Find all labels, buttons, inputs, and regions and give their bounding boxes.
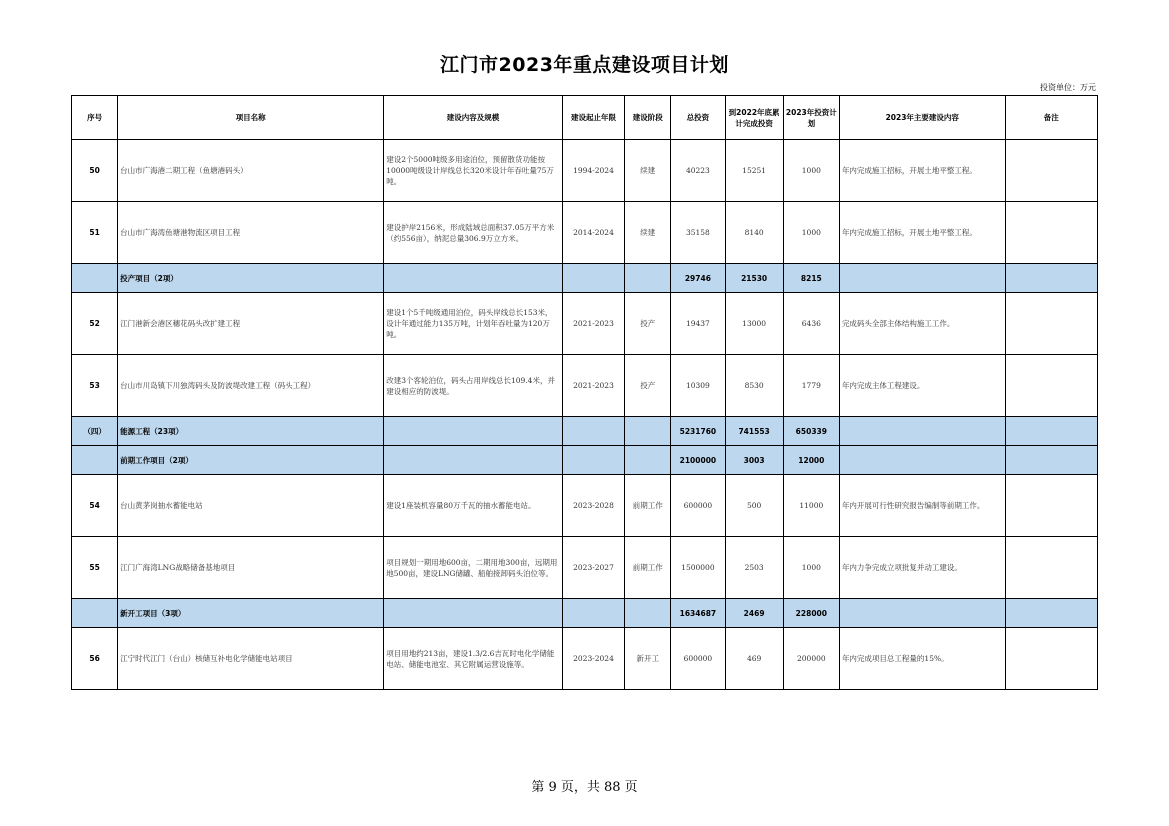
- empty-cell: [839, 264, 1005, 293]
- empty-cell: [839, 417, 1005, 446]
- empty-cell: [625, 446, 671, 475]
- project-name: 台山市广海港二期工程（鱼塘港码头）: [118, 140, 384, 202]
- page-title: 江门市2023年重点建设项目计划: [440, 54, 729, 76]
- project-row: [72, 140, 1098, 202]
- subtotal-row: [72, 417, 1098, 446]
- project-main-2023: 年内完成施工招标，开展土地平整工程。: [839, 202, 1005, 264]
- project-plan-table: [71, 95, 1098, 690]
- subtotal-total: 1634687: [671, 599, 725, 628]
- project-stage: 前期工作: [625, 475, 671, 537]
- project-main-2023: 年内力争完成立项批复并动工建设。: [839, 537, 1005, 599]
- header-seq: 序号: [72, 96, 118, 140]
- project-done: 15251: [725, 140, 783, 202]
- project-plan-2023: 200000: [783, 628, 839, 690]
- project-stage: 新开工: [625, 628, 671, 690]
- project-done: 500: [725, 475, 783, 537]
- subtotal-total: 29746: [671, 264, 725, 293]
- empty-cell: [562, 264, 624, 293]
- empty-cell: [625, 599, 671, 628]
- project-content: 项目规划一期用地600亩，二期用地300亩，远期用地500亩，建设LNG储罐、船舶接卸码头泊位等。: [384, 537, 563, 599]
- empty-cell: [839, 599, 1005, 628]
- subtotal-row: [72, 446, 1098, 475]
- subtotal-row: [72, 599, 1098, 628]
- project-row: [72, 475, 1098, 537]
- project-plan-2023: 1000: [783, 202, 839, 264]
- header-total: 总投资: [671, 96, 725, 140]
- subtotal-done: 2469: [725, 599, 783, 628]
- empty-cell: [1005, 446, 1097, 475]
- project-total: 40223: [671, 140, 725, 202]
- project-remark: [1005, 537, 1097, 599]
- empty-cell: [1005, 599, 1097, 628]
- project-content: 建设1座装机容量80万千瓦的抽水蓄能电站。: [384, 475, 563, 537]
- project-name: 江宁时代江门（台山）核储互补电化学储能电站项目: [118, 628, 384, 690]
- project-seq: 51: [72, 202, 118, 264]
- project-main-2023: 完成码头全部主体结构施工工作。: [839, 293, 1005, 355]
- subtotal-done: 741553: [725, 417, 783, 446]
- project-plan-2023: 6436: [783, 293, 839, 355]
- table-header-row: [72, 96, 1098, 140]
- empty-cell: [562, 599, 624, 628]
- project-name: 江门港新会港区穗花码头改扩建工程: [118, 293, 384, 355]
- header-period: 建设起止年限: [562, 96, 624, 140]
- project-stage: 续建: [625, 202, 671, 264]
- project-remark: [1005, 140, 1097, 202]
- project-period: 1994-2024: [562, 140, 624, 202]
- project-row: [72, 628, 1098, 690]
- subtotal-plan: 12000: [783, 446, 839, 475]
- project-main-2023: 年内完成施工招标，开展土地平整工程。: [839, 140, 1005, 202]
- project-content: 项目用地约213亩，建设1.3/2.6吉瓦时电化学储能电站、储能电池室、其它附属运营设施等。: [384, 628, 563, 690]
- project-name: 江门广海湾LNG战略储备基地项目: [118, 537, 384, 599]
- project-row: [72, 293, 1098, 355]
- project-plan-2023: 1000: [783, 140, 839, 202]
- project-done: 469: [725, 628, 783, 690]
- project-remark: [1005, 355, 1097, 417]
- table-body: [72, 140, 1098, 690]
- subtotal-total: 5231760: [671, 417, 725, 446]
- subtotal-name: 投产项目（2项）: [118, 264, 384, 293]
- empty-cell: [625, 264, 671, 293]
- project-stage: 续建: [625, 140, 671, 202]
- project-done: 13000: [725, 293, 783, 355]
- subtotal-name: 前期工作项目（2项）: [118, 446, 384, 475]
- subtotal-plan: 650339: [783, 417, 839, 446]
- empty-cell: [1005, 264, 1097, 293]
- header-content: 建设内容及规模: [384, 96, 563, 140]
- project-remark: [1005, 475, 1097, 537]
- header-stage: 建设阶段: [625, 96, 671, 140]
- project-name: 台山黄茅岗抽水蓄能电站: [118, 475, 384, 537]
- project-total: 600000: [671, 475, 725, 537]
- empty-cell: [384, 417, 563, 446]
- project-plan-2023: 1779: [783, 355, 839, 417]
- subtotal-done: 3003: [725, 446, 783, 475]
- project-period: 2023-2028: [562, 475, 624, 537]
- project-period: 2021-2023: [562, 355, 624, 417]
- project-seq: 52: [72, 293, 118, 355]
- project-seq: 50: [72, 140, 118, 202]
- project-plan-2023: 1000: [783, 537, 839, 599]
- project-seq: 53: [72, 355, 118, 417]
- subtotal-plan: 8215: [783, 264, 839, 293]
- project-main-2023: 年内完成主体工程建设。: [839, 355, 1005, 417]
- empty-cell: [384, 599, 563, 628]
- project-done: 8530: [725, 355, 783, 417]
- project-content: 建设1个5千吨级通用泊位，码头岸线总长153米，设计年通过能力135万吨，计划年吞吐量为120万吨。: [384, 293, 563, 355]
- project-stage: 投产: [625, 293, 671, 355]
- empty-cell: [625, 417, 671, 446]
- project-total: 10309: [671, 355, 725, 417]
- project-seq: 55: [72, 537, 118, 599]
- project-name: 台山市川岛镇下川独湾码头及防波堤改建工程（码头工程）: [118, 355, 384, 417]
- project-content: 改建3个客轮泊位，码头占用岸线总长109.4米，并建设相应的防波堤。: [384, 355, 563, 417]
- page-footer: 第 9 页，共 88 页: [531, 780, 638, 795]
- project-name: 台山市广海湾鱼塘港物流区项目工程: [118, 202, 384, 264]
- empty-cell: [562, 417, 624, 446]
- project-main-2023: 年内完成项目总工程量的15%。: [839, 628, 1005, 690]
- project-total: 600000: [671, 628, 725, 690]
- project-done: 2503: [725, 537, 783, 599]
- project-seq: 54: [72, 475, 118, 537]
- subtotal-seq: [72, 446, 118, 475]
- project-done: 8140: [725, 202, 783, 264]
- subtotal-seq: （四）: [72, 417, 118, 446]
- empty-cell: [839, 446, 1005, 475]
- header-name: 项目名称: [118, 96, 384, 140]
- project-remark: [1005, 293, 1097, 355]
- subtotal-row: [72, 264, 1098, 293]
- subtotal-plan: 228000: [783, 599, 839, 628]
- project-period: 2023-2024: [562, 628, 624, 690]
- subtotal-total: 2100000: [671, 446, 725, 475]
- project-total: 19437: [671, 293, 725, 355]
- investment-unit-label: 投资单位：万元: [1040, 83, 1096, 92]
- project-stage: 前期工作: [625, 537, 671, 599]
- project-total: 35158: [671, 202, 725, 264]
- header-plan-2023: 2023年投资计划: [783, 96, 839, 140]
- subtotal-seq: [72, 599, 118, 628]
- header-remark: 备注: [1005, 96, 1097, 140]
- empty-cell: [1005, 417, 1097, 446]
- empty-cell: [384, 446, 563, 475]
- subtotal-seq: [72, 264, 118, 293]
- subtotal-name: 能源工程（23项）: [118, 417, 384, 446]
- empty-cell: [562, 446, 624, 475]
- project-remark: [1005, 628, 1097, 690]
- project-total: 1500000: [671, 537, 725, 599]
- project-remark: [1005, 202, 1097, 264]
- subtotal-name: 新开工项目（3项）: [118, 599, 384, 628]
- header-done: 到2022年底累计完成投资: [725, 96, 783, 140]
- project-stage: 投产: [625, 355, 671, 417]
- header-main-2023: 2023年主要建设内容: [839, 96, 1005, 140]
- project-row: [72, 537, 1098, 599]
- empty-cell: [384, 264, 563, 293]
- project-row: [72, 355, 1098, 417]
- project-period: 2014-2024: [562, 202, 624, 264]
- project-period: 2021-2023: [562, 293, 624, 355]
- project-main-2023: 年内开展可行性研究报告编制等前期工作。: [839, 475, 1005, 537]
- project-row: [72, 202, 1098, 264]
- project-content: 建设2个5000吨级多用途泊位，预留散货功能按10000吨级设计岸线总长320米设计年吞吐量75万吨。: [384, 140, 563, 202]
- project-plan-2023: 11000: [783, 475, 839, 537]
- project-content: 建设护岸2156米，形成陆域总面积37.05万平方米（约556亩），纳泥总量306.9万立方米。: [384, 202, 563, 264]
- project-period: 2023-2027: [562, 537, 624, 599]
- subtotal-done: 21530: [725, 264, 783, 293]
- project-seq: 56: [72, 628, 118, 690]
